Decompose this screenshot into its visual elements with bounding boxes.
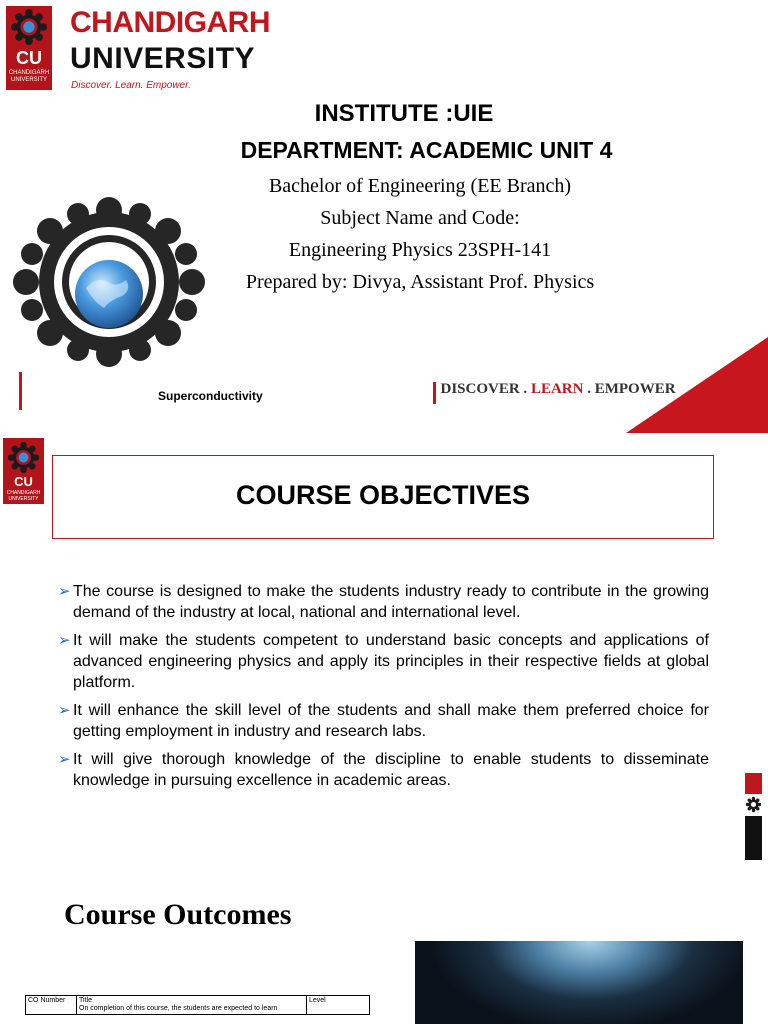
brand-tagline: Discover. Learn. Empower. <box>71 80 191 91</box>
topic-label: Superconductivity <box>158 389 263 403</box>
motto-discover: DISCOVER . <box>440 381 531 397</box>
subject-label: Subject Name and Code: <box>320 207 520 229</box>
brand-name-line2: UNIVERSITY <box>70 42 256 75</box>
institute-heading: INSTITUTE :UIE <box>314 100 494 127</box>
outcomes-title: Course Outcomes <box>64 898 292 931</box>
gear-logo-icon <box>7 441 40 474</box>
table-row <box>26 996 370 1015</box>
logo-mark: CU <box>16 48 42 68</box>
table-header-co-number: CO Number <box>26 996 77 1015</box>
list-item: ➢ It will enhance the skill level of the students and shall make them preferred choice for getting employment in industry and research labs. <box>58 700 709 742</box>
title-subheader: On completion of this course, the students are expected to learn <box>79 1005 278 1012</box>
gear-logo-icon <box>10 8 48 46</box>
logo-caption: CHANDIGARH UNIVERSITY <box>8 70 50 83</box>
decorative-image <box>415 941 743 1024</box>
list-item: ➢ It will make the students competent to understand basic concepts and applications of advanced engineering physics and apply its principles in their respective fields at global platform. <box>58 630 709 693</box>
corner-triangle <box>620 337 768 433</box>
program-line: Bachelor of Engineering (EE Branch) <box>268 175 572 197</box>
gear-icon <box>745 796 762 813</box>
list-item: ➢ It will give thorough knowledge of the discipline to enable students to disseminate knowledge in pursuing excellence in academic areas. <box>58 749 709 791</box>
motto-learn: LEARN <box>530 381 584 397</box>
table-header-title <box>77 996 307 1015</box>
accent-bar <box>19 372 22 410</box>
outcomes-table <box>25 995 370 1015</box>
motto-empower: . EMPOWER <box>583 381 676 397</box>
brand-name-line1: CHANDIGARH <box>70 6 270 39</box>
table-header-level: Level <box>307 996 370 1015</box>
logo-caption: CHANDIGARH UNIVERSITY <box>6 490 41 502</box>
side-accent-red <box>745 773 762 794</box>
objectives-list <box>58 581 709 798</box>
title-header: Title <box>79 997 92 1004</box>
globe-gear-icon <box>6 196 212 368</box>
prepared-by-line: Prepared by: Divya, Assistant Prof. Physics <box>245 271 595 293</box>
department-heading: DEPARTMENT: ACADEMIC UNIT 4 <box>240 137 613 163</box>
list-item: ➢ The course is designed to make the students industry ready to contribute in the growing demand of the industry at local, national and international level. <box>58 581 709 623</box>
objectives-title: COURSE OBJECTIVES <box>235 480 531 510</box>
subject-line: Engineering Physics 23SPH-141 <box>288 239 552 261</box>
side-accent-black <box>745 816 762 860</box>
logo-mark: CU <box>14 474 33 489</box>
